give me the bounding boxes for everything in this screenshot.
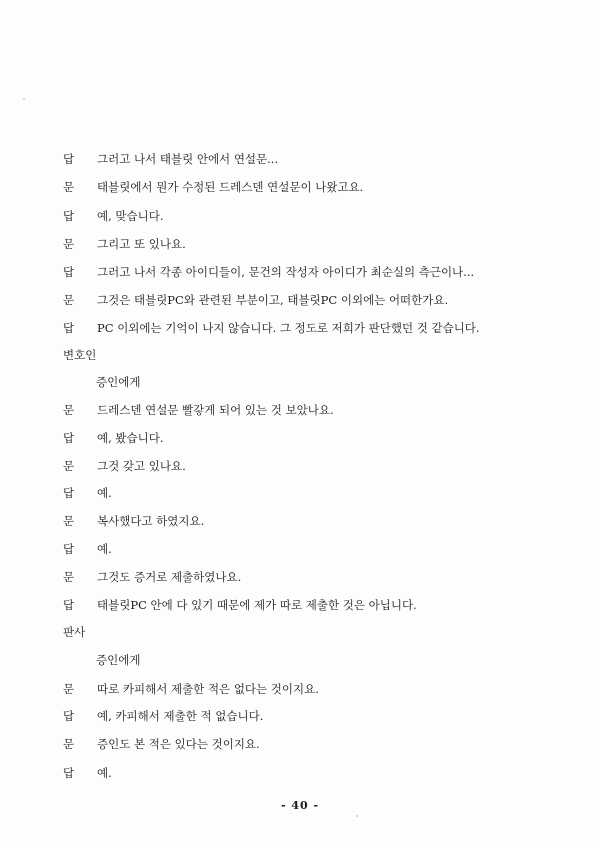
transcript-line (0, 400, 600, 420)
transcript-line (0, 262, 600, 282)
line-text: 복사했다고 하였지요. (97, 514, 205, 528)
transcript-line (0, 511, 600, 531)
line-label: 답 (63, 709, 75, 723)
line-label: 문 (63, 514, 75, 528)
line-label: 문 (63, 737, 75, 751)
line-label: 답 (63, 321, 75, 335)
line-text: 드레스덴 연설문 빨갛게 되어 있는 것 보았나요. (97, 403, 334, 417)
line-text: 그것은 태블릿PC와 관련된 부분이고, 태블릿PC 이외에는 어떠한가요. (97, 293, 449, 307)
line-text: 예, 카피해서 제출한 적 없습니다. (97, 709, 264, 723)
transcript-line (0, 734, 600, 754)
line-label: 답 (63, 265, 75, 279)
transcript-line (0, 763, 600, 783)
line-label: 문 (63, 459, 75, 473)
line-text: 따로 카피해서 제출한 적은 없다는 것이지요. (97, 682, 319, 696)
transcript-line (0, 595, 600, 615)
transcript-line (0, 428, 600, 448)
transcript-line (0, 679, 600, 699)
line-label: 답 (63, 766, 75, 780)
line-label: 문 (63, 237, 75, 251)
transcript-line (0, 149, 600, 169)
line-text: 그러고 나서 태블릿 안에서 연설문... (97, 152, 279, 166)
transcript-line (0, 456, 600, 476)
line-label: 문 (63, 180, 75, 194)
page-number: - 40 - (280, 799, 320, 812)
speaker-heading: 판사 (63, 625, 86, 639)
transcript-line (0, 234, 600, 254)
line-text: PC 이외에는 기억이 나지 않습니다. 그 정도로 저희가 판단했던 것 같습니다. (97, 321, 480, 335)
line-label: 답 (63, 542, 75, 556)
line-text: 예. (97, 542, 112, 556)
line-text: 예, 봤습니다. (97, 431, 164, 445)
line-label: 문 (63, 293, 75, 307)
line-text: 증인도 본 적은 있다는 것이지요. (97, 737, 260, 751)
transcript-line (0, 290, 600, 310)
transcript-line (0, 483, 600, 503)
line-text: 태블릿에서 뭔가 수정된 드레스덴 연설문이 나왔고요. (97, 180, 364, 194)
addressee-line: 증인에게 (96, 653, 141, 667)
line-text: 그것도 증거로 제출하였나요. (97, 570, 242, 584)
scan-speck (356, 815, 358, 817)
line-text: 예, 맞습니다. (97, 209, 164, 223)
line-label: 답 (63, 209, 75, 223)
line-label: 답 (63, 598, 75, 612)
transcript-line (0, 318, 600, 338)
line-label: 답 (63, 152, 75, 166)
line-label: 문 (63, 682, 75, 696)
line-text: 예. (97, 486, 112, 500)
line-text: 그것 갖고 있나요. (97, 459, 186, 473)
line-text: 그리고 또 있나요. (97, 237, 186, 251)
transcript-line (0, 177, 600, 197)
transcript-line (0, 539, 600, 559)
transcript-line (0, 706, 600, 726)
addressee-line: 증인에게 (96, 375, 141, 389)
speaker-heading: 변호인 (63, 348, 97, 362)
line-label: 답 (63, 486, 75, 500)
scan-speck (23, 98, 25, 100)
line-label: 문 (63, 403, 75, 417)
line-text: 예. (97, 766, 112, 780)
line-label: 답 (63, 431, 75, 445)
transcript-line (0, 206, 600, 226)
line-text: 태블릿PC 안에 다 있기 때문에 제가 따로 제출한 것은 아닙니다. (97, 598, 417, 612)
line-label: 문 (63, 570, 75, 584)
line-text: 그러고 나서 각종 아이디들이, 문건의 작성자 아이디가 최순실의 측근이나... (97, 265, 475, 279)
transcript-line (0, 567, 600, 587)
